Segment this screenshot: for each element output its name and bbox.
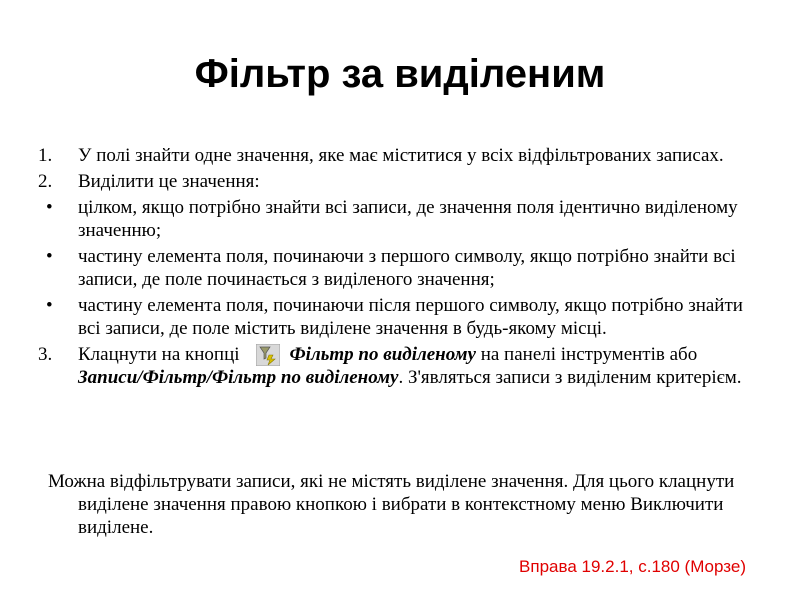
exercise-reference: Вправа 19.2.1, с.180 (Морзе) xyxy=(519,557,746,576)
instruction-list xyxy=(38,144,758,392)
slide-title: Фільтр за виділеним xyxy=(194,52,606,96)
step-number: 3. xyxy=(38,344,53,365)
note-paragraph: Можна відфільтрувати записи, які не містять виділене значення. Для цього клацнути виділене значення правою кнопкою і вибрати в контекстному меню Виключити виділене. xyxy=(48,471,735,538)
step-1 xyxy=(38,144,758,167)
step-number: 1. xyxy=(38,145,53,166)
bullet-starting-part xyxy=(38,245,758,291)
bullet-marker: • xyxy=(46,197,53,218)
bullet-inner-part xyxy=(38,294,758,340)
step-text-before: Клацнути на кнопці xyxy=(78,344,240,365)
bullet-marker: • xyxy=(46,295,53,316)
step-text: У полі знайти одне значення, яке має міститися у всіх відфільтрованих записах. xyxy=(78,145,724,166)
step-text: Виділити це значення: xyxy=(78,171,260,192)
bullet-text: цілком, якщо потрібно знайти всі записи, де значення поля ідентично виділеному значенню; xyxy=(78,197,738,241)
step-text-middle: на панелі інструментів або xyxy=(475,344,698,365)
button-name: Фільтр по виділеному xyxy=(289,344,476,365)
bullet-text: частину елемента поля, починаючи з першого символу, якщо потрібно знайти всі записи, де поле починається з виділеного значення; xyxy=(78,246,736,290)
step-3 xyxy=(38,343,758,389)
step-text-after: . З'являться записи з виділеним критерієм. xyxy=(398,367,742,388)
step-number: 2. xyxy=(38,171,53,192)
bullet-whole-value xyxy=(38,196,758,242)
bullet-text: частину елемента поля, починаючи після першого символу, якщо потрібно знайти всі записи, де поле містить виділене значення в будь-якому місці. xyxy=(78,295,743,339)
menu-path: Записи/Фільтр/Фільтр по виділеному xyxy=(78,367,399,388)
filter-by-selection-icon xyxy=(256,344,280,366)
step-2 xyxy=(38,170,758,193)
bullet-marker: • xyxy=(46,246,53,267)
